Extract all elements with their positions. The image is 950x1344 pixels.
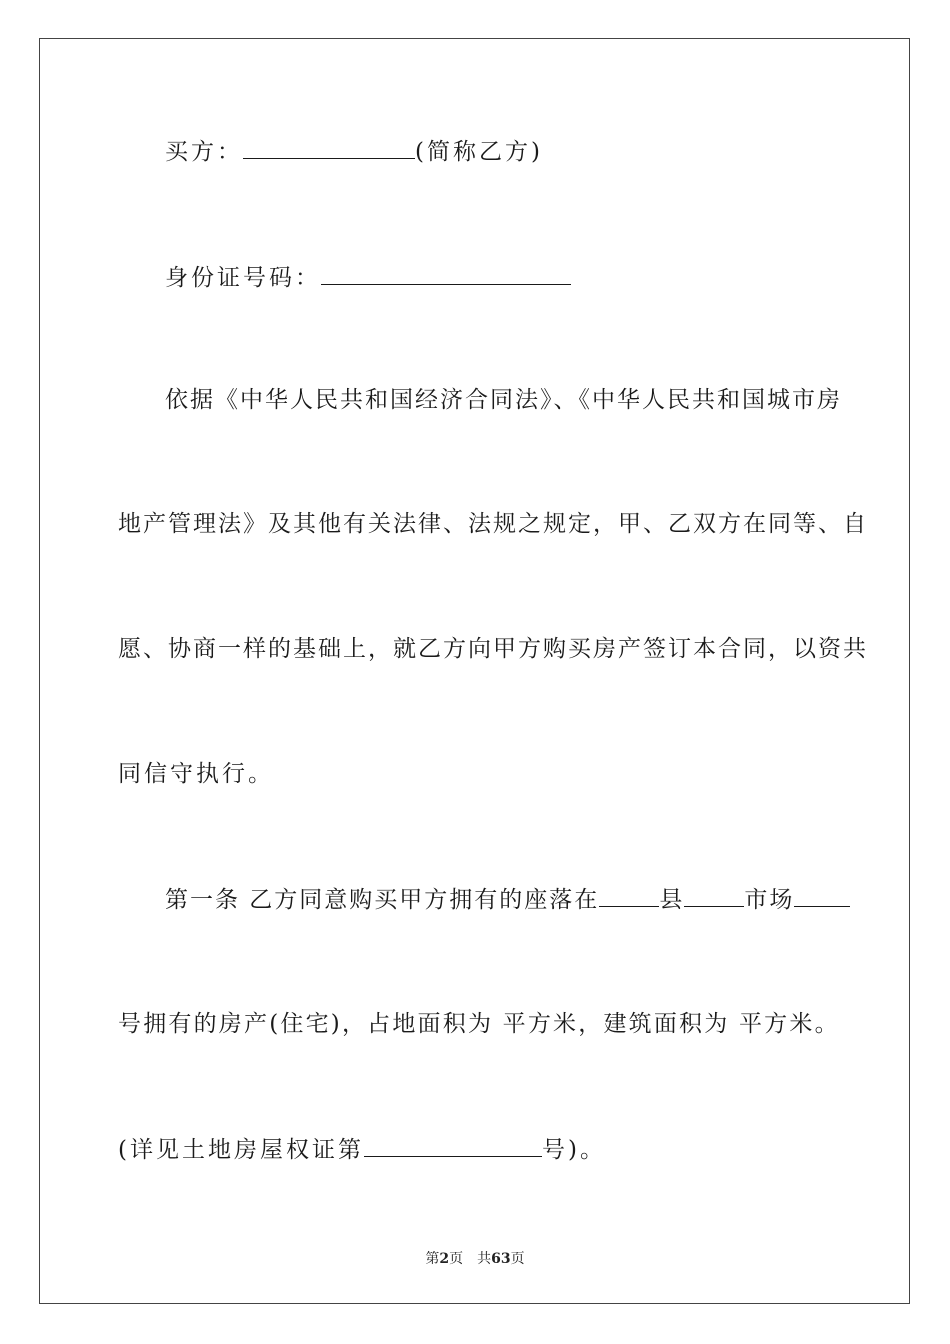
page-footer [0, 1248, 950, 1268]
id-number-blank [321, 262, 571, 285]
market-blank [684, 884, 744, 907]
id-number-label: 身份证号码： [165, 265, 321, 291]
footer-total-pages: 63 [491, 1251, 511, 1267]
article1-line2: 号拥有的房产(住宅)，占地面积为 平方米，建筑面积为 平方米。 [118, 1011, 840, 1037]
buyer-suffix: (简称乙方) [415, 139, 543, 165]
certificate-suffix: 号)。 [541, 1137, 606, 1163]
article1-line1 [165, 884, 850, 915]
certificate-number-blank [364, 1134, 542, 1157]
article1-lead: 第一条 乙方同意购买甲方拥有的座落在 [165, 887, 600, 913]
footer-page-number: 2 [439, 1251, 450, 1267]
market-label: 市场 [744, 887, 795, 913]
footer-page-suffix: 页 [510, 1251, 525, 1267]
footer-page-prefix: 第 [425, 1251, 440, 1267]
footer-page-mid: 页 共 [449, 1251, 492, 1267]
paragraph1-line2: 地产管理法》及其他有关法律、法规之规定，甲、乙双方在同等、自 [118, 511, 868, 537]
buyer-line [165, 136, 543, 167]
county-blank [599, 884, 659, 907]
article1-line3 [118, 1134, 606, 1165]
number-blank [794, 884, 850, 907]
county-label: 县 [659, 887, 685, 913]
buyer-name-blank [243, 136, 415, 159]
paragraph1-line4: 同信守执行。 [118, 761, 274, 787]
id-number-line [165, 262, 571, 293]
buyer-label: 买方： [165, 139, 243, 165]
certificate-prefix: (详见土地房屋权证第 [118, 1137, 364, 1163]
paragraph1-line3: 愿、协商一样的基础上，就乙方向甲方购买房产签订本合同，以资共 [118, 636, 868, 662]
paragraph1-line1: 依据《中华人民共和国经济合同法》、《中华人民共和国城市房 [165, 387, 842, 413]
page-frame [39, 38, 910, 1304]
